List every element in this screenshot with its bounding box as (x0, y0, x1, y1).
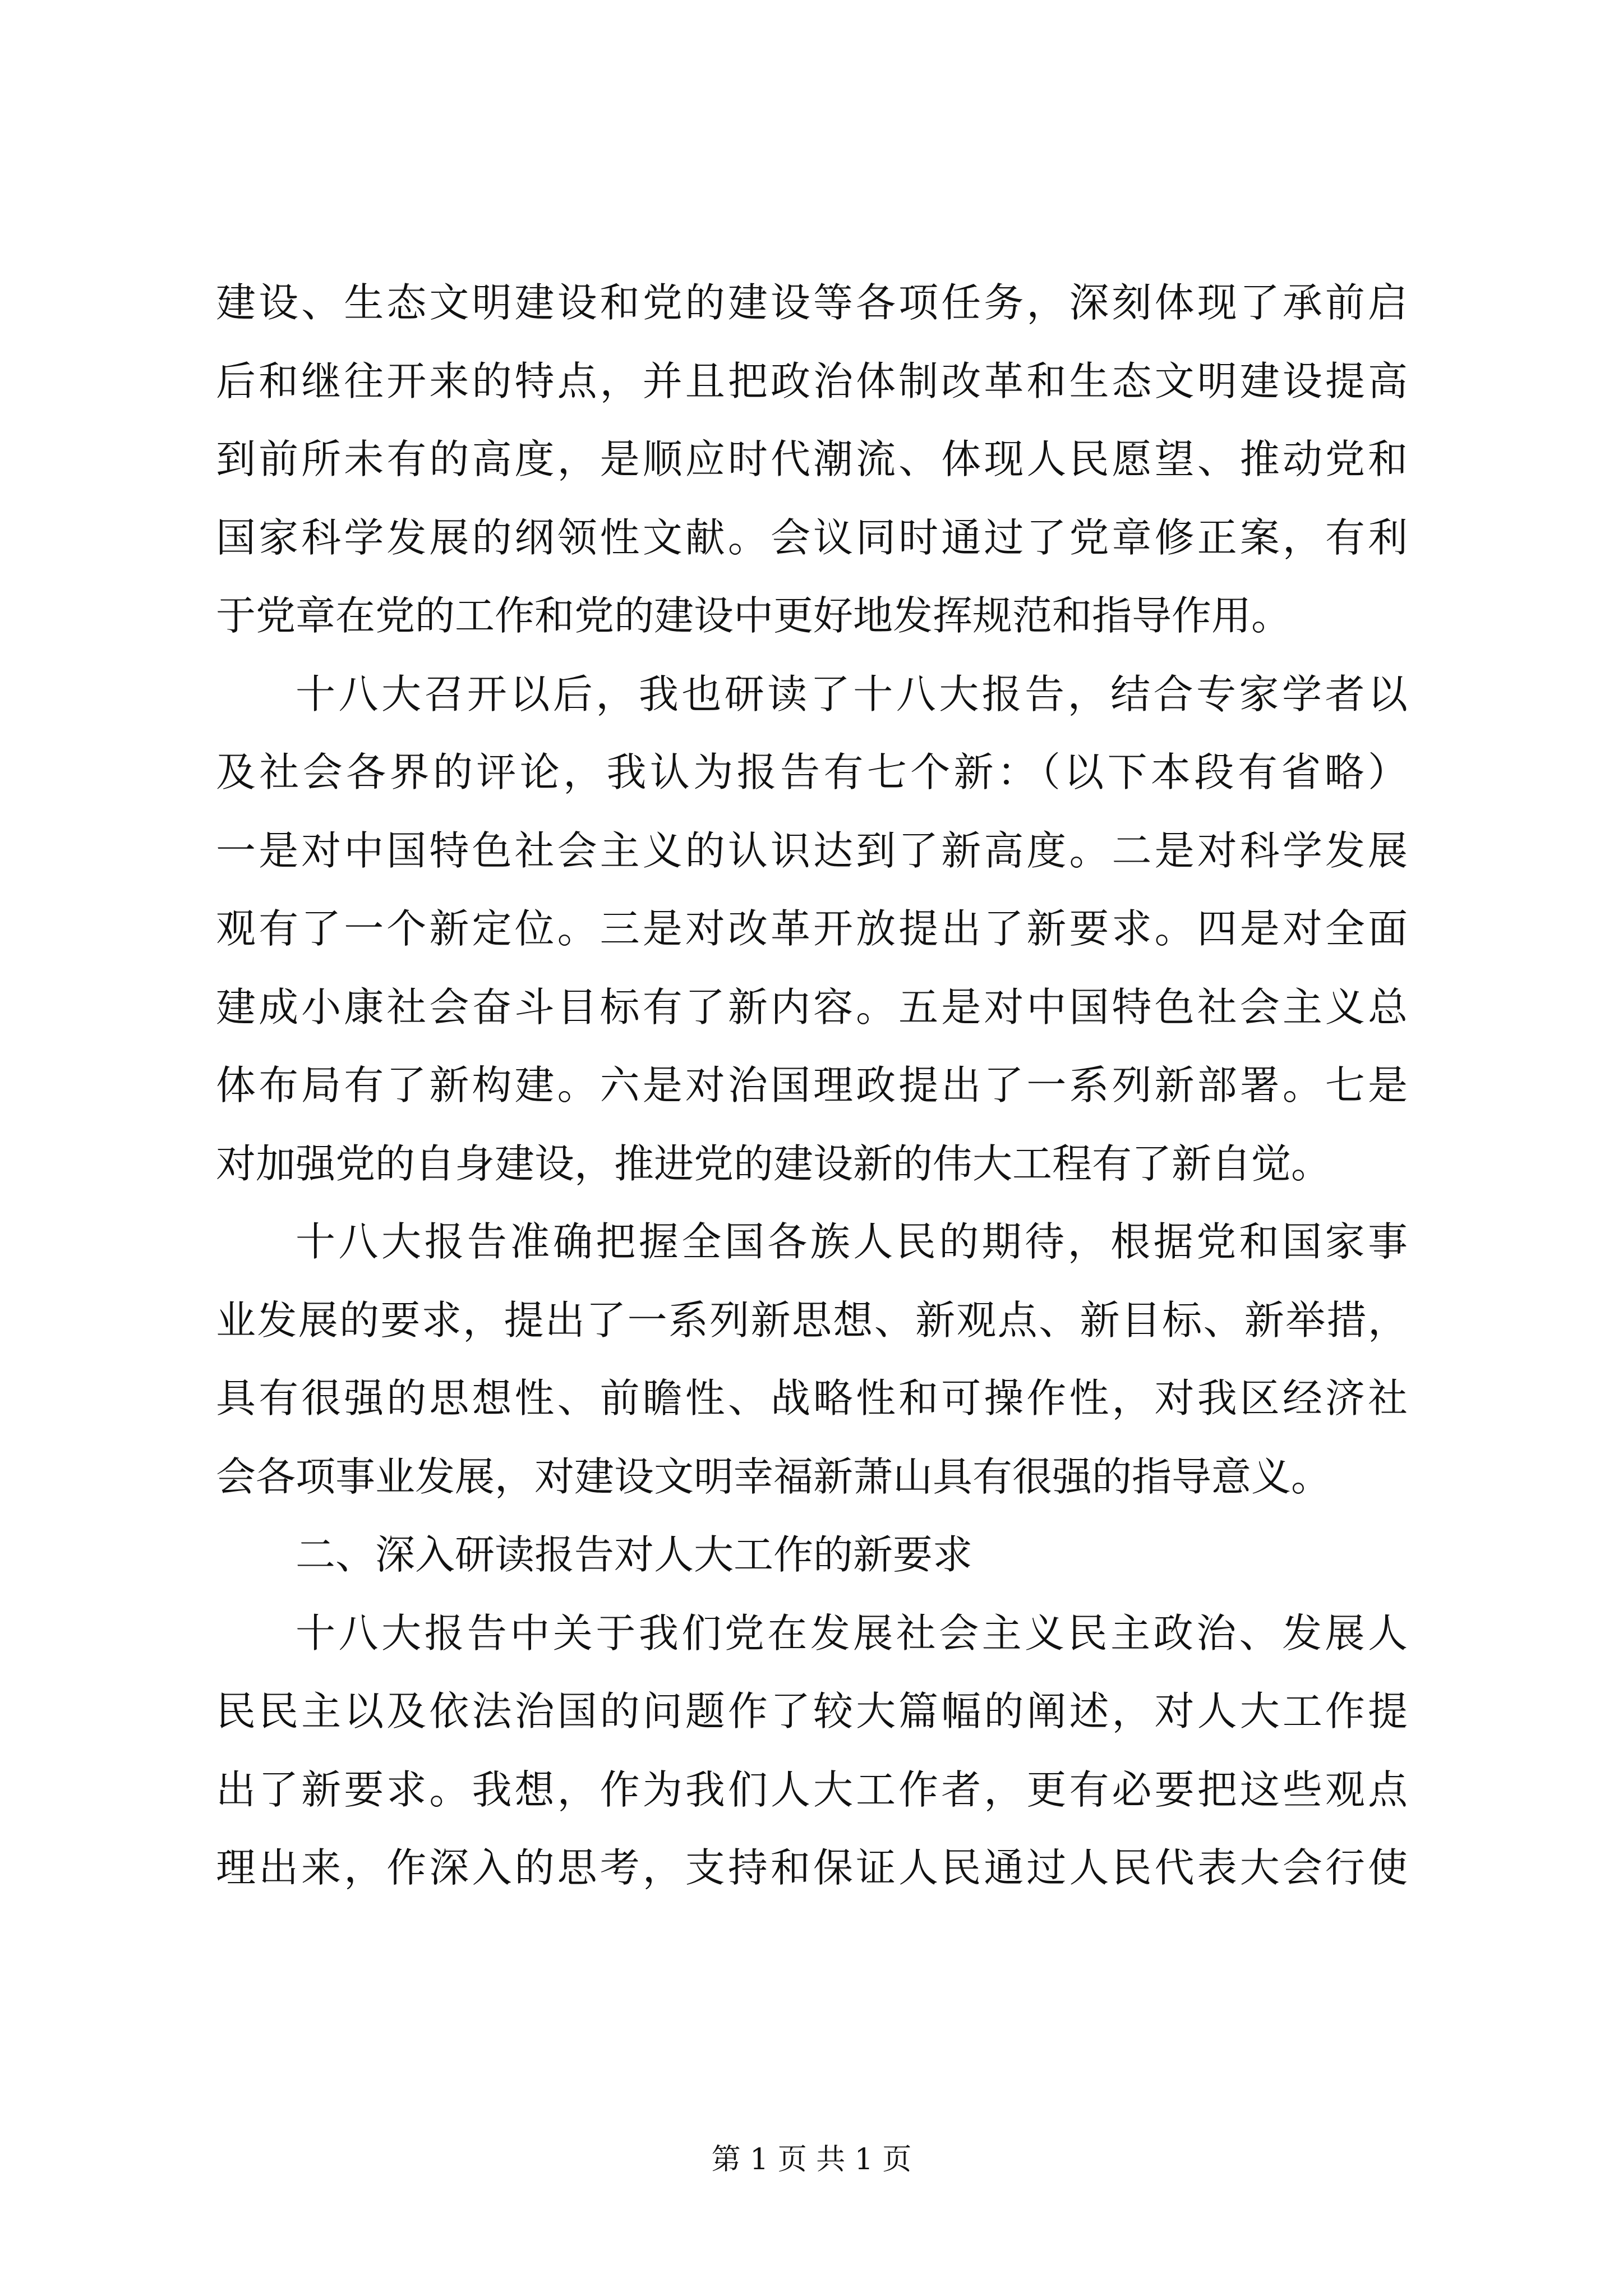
text-line: 国家科学发展的纲领性文献。会议同时通过了党章修正案，有利 (216, 514, 1408, 561)
text-line: 及社会各界的评论，我认为报告有七个新：（以下本段有省略） (216, 749, 1408, 795)
text-line: 观有了一个新定位。三是对改革开放提出了新要求。四是对全面 (216, 905, 1408, 952)
text-line: 建成小康社会奋斗目标有了新内容。五是对中国特色社会主义总 (216, 983, 1408, 1030)
text-line: 后和继往开来的特点，并且把政治体制改革和生态文明建设提高 (216, 357, 1408, 404)
text-line: 业发展的要求，提出了一系列新思想、新观点、新目标、新举措， (216, 1296, 1408, 1343)
text-line: 体布局有了新构建。六是对治国理政提出了一系列新部署。七是 (216, 1062, 1408, 1108)
text-line: 十八大召开以后，我也研读了十八大报告，结合专家学者以 (296, 670, 1408, 717)
text-line: 建设、生态文明建设和党的建设等各项任务，深刻体现了承前启 (216, 279, 1408, 326)
text-line: 一是对中国特色社会主义的认识达到了新高度。二是对科学发展 (216, 827, 1408, 874)
text-line: 会各项事业发展，对建设文明幸福新萧山具有很强的指导意义。 (216, 1453, 1331, 1500)
text-line: 于党章在党的工作和党的建设中更好地发挥规范和指导作用。 (216, 592, 1292, 639)
text-line: 出了新要求。我想，作为我们人大工作者，更有必要把这些观点 (216, 1766, 1408, 1813)
text-line: 理出来，作深入的思考，支持和保证人民通过人民代表大会行使 (216, 1844, 1408, 1891)
text-line: 具有很强的思想性、前瞻性、战略性和可操作性，对我区经济社 (216, 1375, 1408, 1421)
page-footer: 第 1 页 共 1 页 (711, 2143, 912, 2177)
text-line: 十八大报告中关于我们党在发展社会主义民主政治、发展人 (296, 1609, 1408, 1657)
text-line: 民民主以及依法治国的问题作了较大篇幅的阐述，对人大工作提 (216, 1688, 1408, 1734)
text-line: 对加强党的自身建设，推进党的建设新的伟大工程有了新自觉。 (216, 1140, 1331, 1187)
section-heading: 二、深入研读报告对人大工作的新要求 (296, 1531, 973, 1578)
text-line: 到前所未有的高度，是顺应时代潮流、体现人民愿望、推动党和 (216, 436, 1408, 482)
text-line: 十八大报告准确把握全国各族人民的期待，根据党和国家事 (296, 1218, 1408, 1265)
document-body (216, 264, 1408, 1907)
